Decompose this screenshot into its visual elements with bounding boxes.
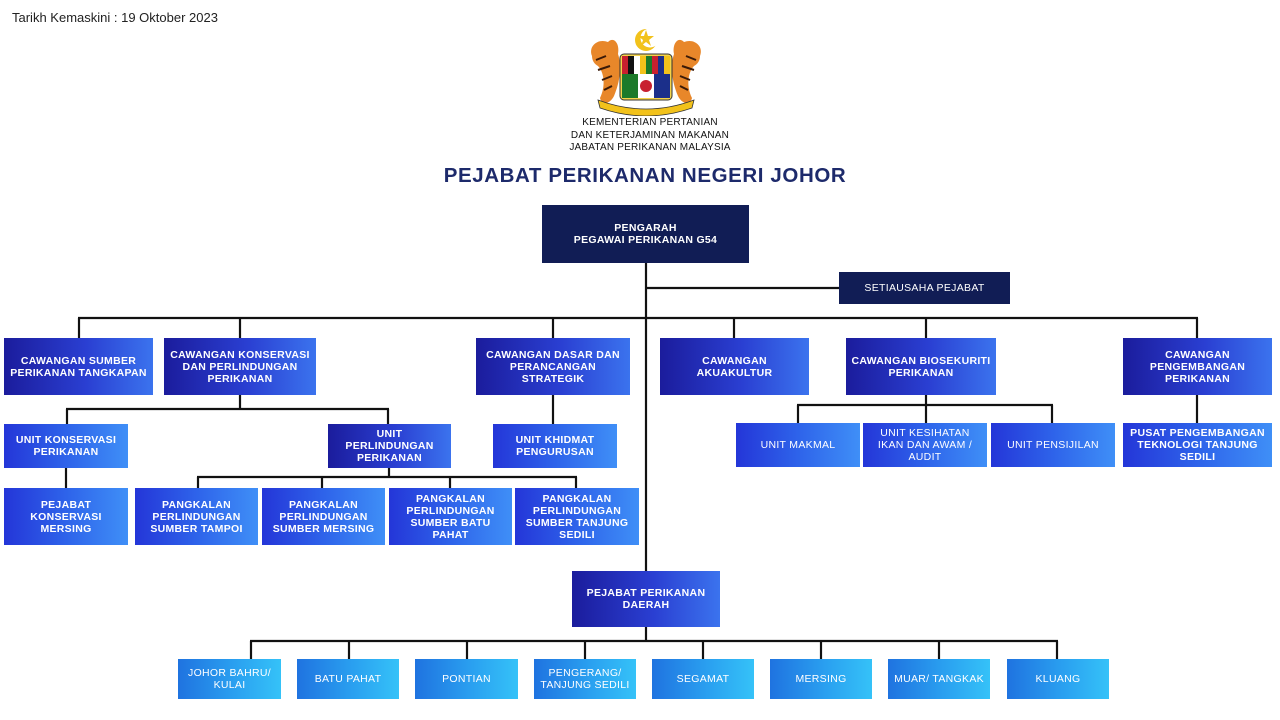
district-johor-bahru: JOHOR BAHRU/ KULAI (178, 659, 281, 699)
branch-akuakultur: CAWANGAN AKUAKULTUR (660, 338, 809, 395)
district-kluang: KLUANG (1007, 659, 1109, 699)
district-segamat: SEGAMAT (652, 659, 754, 699)
ministry-line-2: DAN KETERJAMINAN MAKANAN (570, 129, 730, 141)
branch-tangkapan: CAWANGAN SUMBER PERIKANAN TANGKAPAN (4, 338, 153, 395)
office-pangkalan-tampoi: PANGKALAN PERLINDUNGAN SUMBER TAMPOI (135, 488, 258, 545)
page-title: PEJABAT PERIKANAN NEGERI JOHOR (443, 164, 847, 187)
unit-kesihatan: UNIT KESIHATAN IKAN DAN AWAM / AUDIT (863, 423, 987, 467)
director-box (542, 205, 749, 263)
office-pangkalan-mersing: PANGKALAN PERLINDUNGAN SUMBER MERSING (262, 488, 385, 545)
office-pangkalan-batu-pahat: PANGKALAN PERLINDUNGAN SUMBER BATU PAHAT (389, 488, 512, 545)
office-pangkalan-tanjung-sedili: PANGKALAN PERLINDUNGAN SUMBER TANJUNG SEDILI (515, 488, 639, 545)
district-mersing: MERSING (770, 659, 872, 699)
district-pengerang: PENGERANG/ TANJUNG SEDILI (534, 659, 636, 699)
office-konservasi-mersing: PEJABAT KONSERVASI MERSING (4, 488, 128, 545)
district-office-box: PEJABAT PERIKANAN DAERAH (572, 571, 720, 627)
district-muar: MUAR/ TANGKAK (888, 659, 990, 699)
unit-konservasi: UNIT KONSERVASI PERIKANAN (4, 424, 128, 468)
director-grade: PEGAWAI PERIKANAN G54 (573, 234, 718, 246)
unit-makmal: UNIT MAKMAL (736, 423, 860, 467)
unit-khidmat: UNIT KHIDMAT PENGURUSAN (493, 424, 617, 468)
ministry-line-3: JABATAN PERIKANAN MALAYSIA (569, 142, 731, 153)
secretary-box: SETIAUSAHA PEJABAT (839, 272, 1010, 304)
ministry-line-1: KEMENTERIAN PERTANIAN (582, 117, 718, 128)
branch-dasar: CAWANGAN DASAR DAN PERANCANGAN STRATEGIK (476, 338, 630, 395)
director-title: PENGARAH (614, 222, 677, 234)
unit-perlindungan: UNIT PERLINDUNGAN PERIKANAN (328, 424, 451, 468)
branch-konservasi: CAWANGAN KONSERVASI DAN PERLINDUNGAN PERIKANAN (164, 338, 316, 395)
update-date: Tarikh Kemaskini : 19 Oktober 2023 (12, 10, 218, 25)
unit-pusat-pengembangan: PUSAT PENGEMBANGAN TEKNOLOGI TANJUNG SEDILI (1123, 423, 1272, 467)
unit-pensijilan: UNIT PENSIJILAN (991, 423, 1115, 467)
district-pontian: PONTIAN (415, 659, 518, 699)
branch-biosekuriti: CAWANGAN BIOSEKURITI PERIKANAN (846, 338, 996, 395)
district-batu-pahat: BATU PAHAT (297, 659, 399, 699)
branch-pengembangan: CAWANGAN PENGEMBANGAN PERIKANAN (1123, 338, 1272, 395)
